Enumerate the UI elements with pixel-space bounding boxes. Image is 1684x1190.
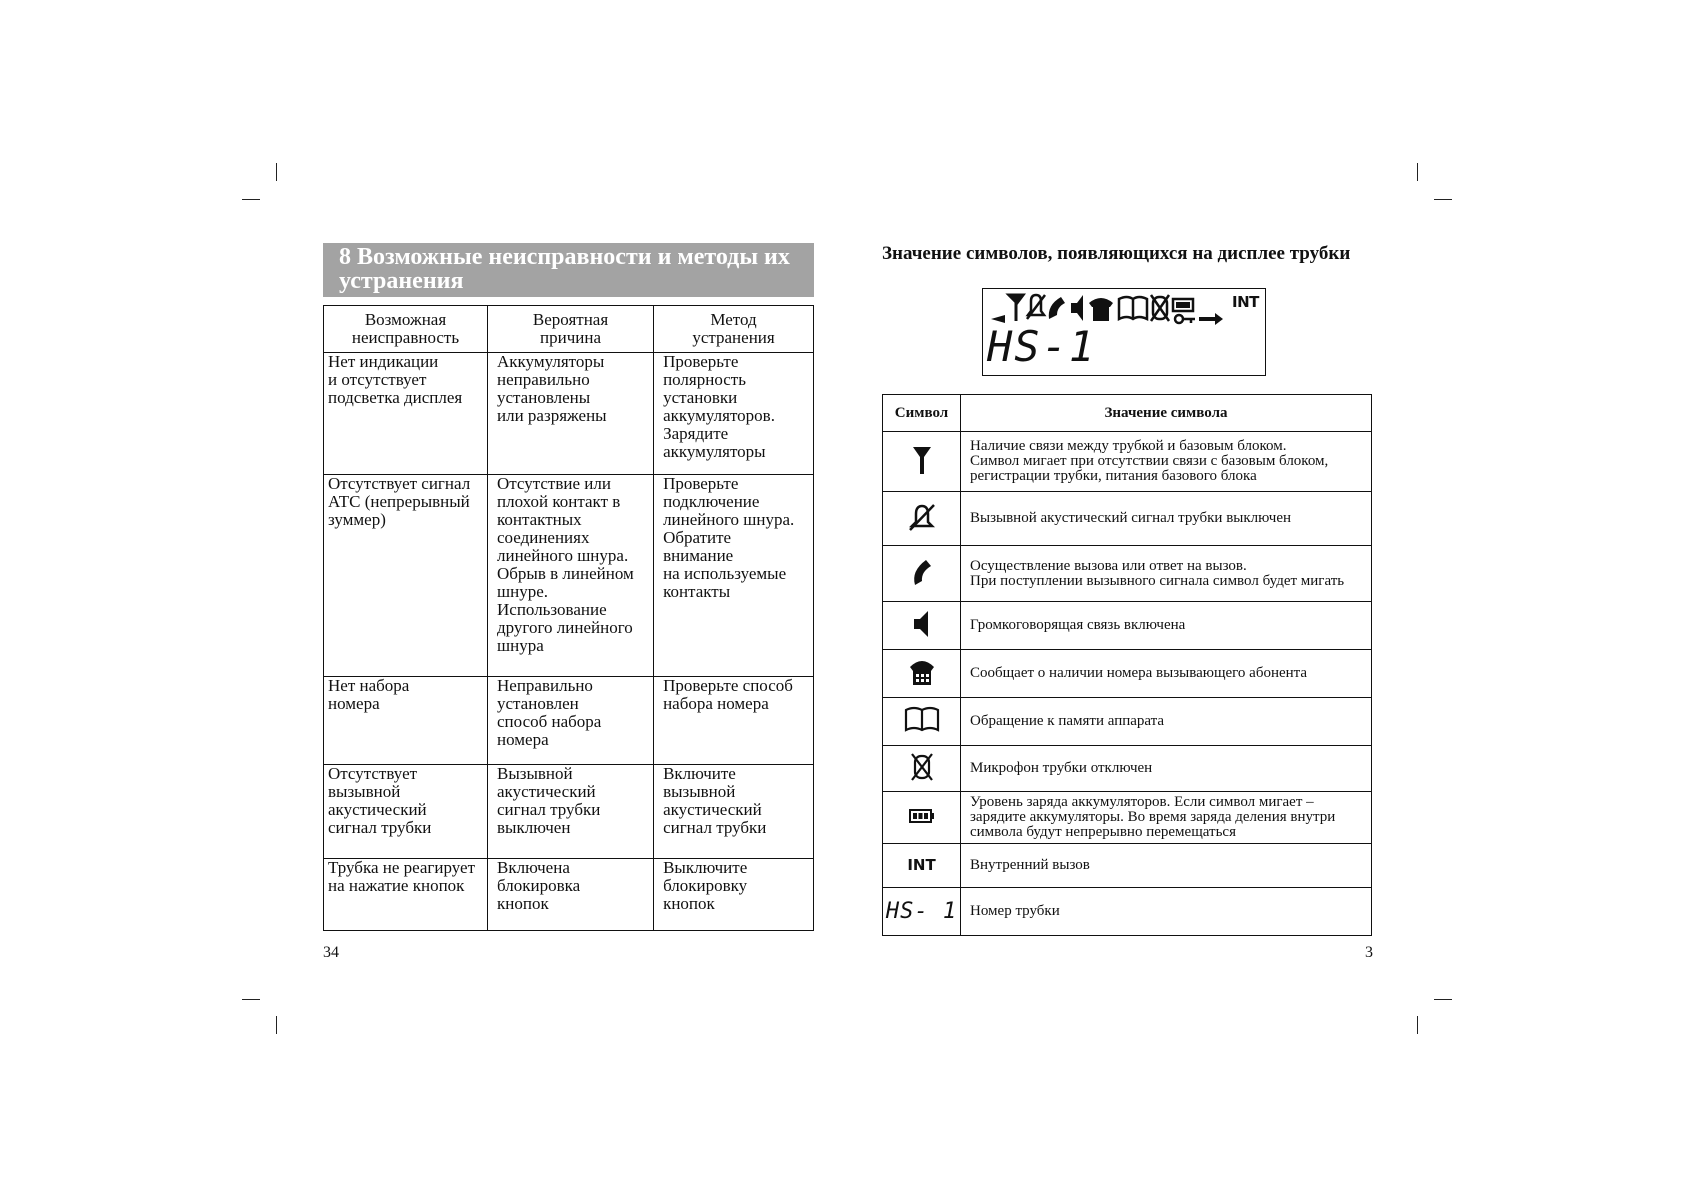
fix-cell: Проверьте полярность установки аккумуляторов. Зарядите аккумуляторы: [654, 353, 814, 475]
problem-cell: Нет набора номера: [324, 677, 488, 765]
crop-mark: [1417, 163, 1418, 181]
crop-mark: [242, 999, 260, 1000]
problem-cell: Отсутствует вызывной акустический сигнал трубки: [324, 765, 488, 859]
speaker-icon: [912, 609, 932, 639]
display-handset-label: HS-1: [987, 322, 1097, 371]
table-header-row: [324, 306, 814, 353]
table-row: [883, 698, 1372, 746]
display-int-label: INT: [1232, 293, 1259, 311]
header-fix: Метод устранения: [654, 306, 814, 353]
section-title: 8 Возможные неисправности и методы их устранения: [323, 243, 814, 297]
fix-cell: Проверьте способ набора номера: [654, 677, 814, 765]
crop-mark: [1434, 999, 1452, 1000]
symbol-description: Уровень заряда аккумуляторов. Если символ мигает – зарядите аккумуляторы. Во время заряда деления внутри символа будут непрерывно перемещаться: [961, 792, 1372, 844]
phonebook-icon: [904, 706, 940, 734]
symbol-description: Микрофон трубки отключен: [961, 746, 1372, 792]
crop-mark: [1434, 199, 1452, 200]
handset-icon: [910, 557, 934, 587]
cause-cell: Неправильно установлен способ набора номера: [488, 677, 654, 765]
symbols-table: [882, 394, 1372, 936]
crop-mark: [276, 163, 277, 181]
fix-cell: Включите вызывной акустический сигнал трубки: [654, 765, 814, 859]
int-symbol: INT: [883, 844, 961, 888]
cause-cell: Отсутствие или плохой контакт в контактных соединениях линейного шнура. Обрыв в линейном шнуре. Использование другого линейного шнура: [488, 475, 654, 677]
table-row: [324, 677, 814, 765]
symbol-description: Сообщает о наличии номера вызывающего абонента: [961, 650, 1372, 698]
table-row: [883, 844, 1372, 888]
symbol-description: Внутренний вызов: [961, 844, 1372, 888]
symbol-description: Наличие связи между трубкой и базовым блоком. Символ мигает при отсутствии связи с базовым блоком, регистрации трубки, питания базового блока: [961, 432, 1372, 492]
crop-mark: [242, 199, 260, 200]
table-header-row: [883, 395, 1372, 432]
table-row: [324, 765, 814, 859]
caller-id-icon: [908, 657, 936, 687]
table-row: [883, 492, 1372, 546]
symbol-description: Громкоговорящая связь включена: [961, 602, 1372, 650]
table-row: [883, 746, 1372, 792]
symbol-description: Обращение к памяти аппарата: [961, 698, 1372, 746]
page-number-left: 34: [323, 944, 339, 961]
battery-icon: [909, 808, 935, 824]
table-row: [883, 888, 1372, 936]
cause-cell: Включена блокировка кнопок: [488, 859, 654, 931]
handset-display: [982, 288, 1266, 376]
table-row: [883, 432, 1372, 492]
table-row: [883, 650, 1372, 698]
table-row: [883, 602, 1372, 650]
fix-cell: Проверьте подключение линейного шнура. Обратите внимание на используемые контакты: [654, 475, 814, 677]
table-row: [324, 353, 814, 475]
header-cause: Вероятная причина: [488, 306, 654, 353]
mic-off-icon: [910, 752, 934, 782]
crop-mark: [1417, 1016, 1418, 1034]
problem-cell: Трубка не реагирует на нажатие кнопок: [324, 859, 488, 931]
cause-cell: Аккумуляторы неправильно установлены или разряжены: [488, 353, 654, 475]
header-problem: Возможная неисправность: [324, 306, 488, 353]
symbol-description: Осуществление вызова или ответ на вызов. При поступлении вызывного сигнала символ будет мигать: [961, 546, 1372, 602]
table-row: [324, 859, 814, 931]
antenna-icon: [911, 445, 933, 475]
header-symbol: Символ: [883, 395, 961, 432]
table-row: [883, 792, 1372, 844]
symbol-description: Вызывной акустический сигнал трубки выключен: [961, 492, 1372, 546]
header-meaning: Значение символа: [961, 395, 1372, 432]
table-row: [324, 475, 814, 677]
fix-cell: Выключите блокировку кнопок: [654, 859, 814, 931]
problem-cell: Отсутствует сигнал АТС (непрерывный зуммер): [324, 475, 488, 677]
bell-off-icon: [907, 502, 937, 532]
table-row: [883, 546, 1372, 602]
symbol-description: Номер трубки: [961, 888, 1372, 936]
hs-symbol: HS- 1: [883, 888, 961, 936]
troubleshooting-table: [323, 305, 814, 931]
crop-mark: [276, 1016, 277, 1034]
symbols-title: Значение символов, появляющихся на дисплее трубки: [882, 243, 1351, 264]
problem-cell: Нет индикации и отсутствует подсветка дисплея: [324, 353, 488, 475]
page-number-right: 3: [1365, 944, 1373, 961]
cause-cell: Вызывной акустический сигнал трубки выключен: [488, 765, 654, 859]
